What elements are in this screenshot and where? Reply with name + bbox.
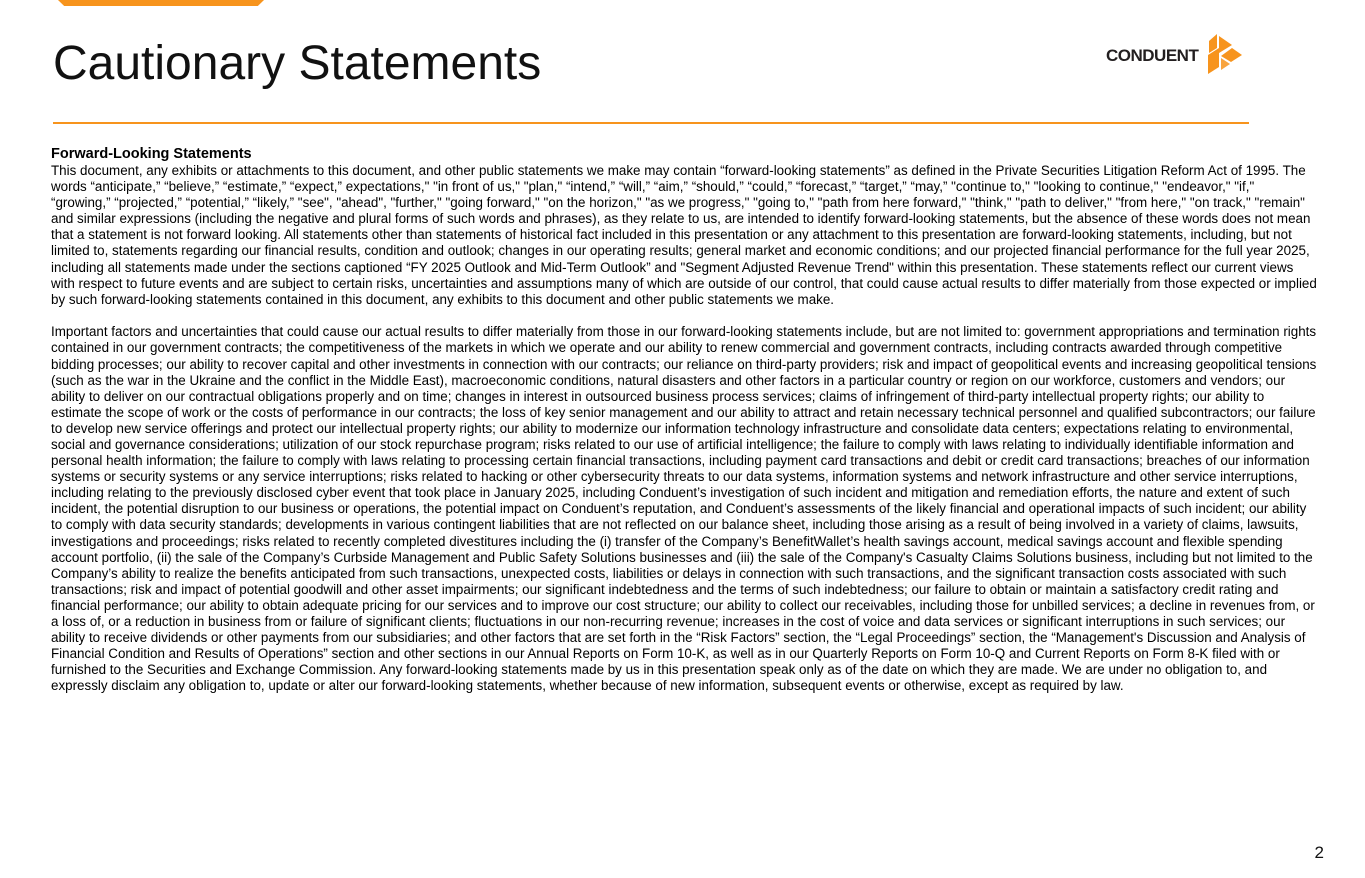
forward-looking-paragraph: This document, any exhibits or attachments to this document, and other public statements we make may contain “forward-looking statements” as defined in the Private Securities Litigation Reform Act of 1995. The words “anticipate,” “believe,” “estimate,” “expect,” expectations," "in front of us," "plan," “intend,” “will,” “aim,” “should,” “could,” “forecast,” “target,” “may,” "continue to," "looking to continue," "endeavor," "if," “growing,” “projected,” “potential,” “likely,” "see", "ahead", "further," "going forward," "on the horizon," "as we progress," "going to," "path from here forward," "think," "path to deliver," "from here," "on track," "remain" and similar expressions (including the negative and plural forms of such words and phrases), as they relate to us, are intended to identify forward-looking statements, but the absence of these words does not mean that a statement is not forward looking. All statements other than statements of historical fact included in this presentation or any attachment to this presentation are forward-looking statements, including, but not limited to, statements regarding our financial results, condition and outlook; changes in our operating results; general market and economic conditions; and our projected financial performance for the full year 2025, including all statements made under the sections captioned “FY 2025 Outlook and Mid-Term Outlook” and "Segment Adjusted Revenue Trend" within this presentation. These statements reflect our current views with respect to future events and are subject to certain risks, uncertainties and assumptions many of which are outside of our control, that could cause actual results to differ materially from those expected or implied by such forward-looking statements contained in this document, any exhibits to this document and other public statements we make. — [51, 163, 1317, 307]
section-heading: Forward-Looking Statements — [51, 146, 252, 162]
page-title: Cautionary Statements — [53, 37, 542, 90]
conduent-logo — [1106, 34, 1242, 74]
top-accent-bar — [58, 0, 264, 6]
logo-wordmark: CONDUENT — [1106, 46, 1199, 65]
page-number: 2 — [1314, 843, 1324, 862]
cautionary-statements-body — [51, 145, 1317, 695]
important-factors-paragraph: Important factors and uncertainties that could cause our actual results to differ materially from those in our forward-looking statements include, but are not limited to: government appropriations and termination rights contained in our government contracts; the competitiveness of the markets in which we operate and our ability to renew commercial and government contracts, including contracts awarded through competitive bidding processes; our ability to recover capital and other investments in connection with our contracts; our reliance on third-party providers; risk and impact of geopolitical events and increasing geopolitical tensions (such as the war in the Ukraine and the conflict in the Middle East), macroeconomic conditions, natural disasters and other factors in a particular country or region on our workforce, customers and vendors; our ability to deliver on our contractual obligations properly and on time; changes in interest in outsourced business process services; claims of infringement of third-party intellectual property rights; our ability to estimate the scope of work or the costs of performance in our contracts; the loss of key senior management and our ability to attract and retain necessary technical personnel and qualified subcontractors; our failure to develop new service offerings and protect our intellectual property rights; our ability to modernize our information technology infrastructure and consolidate data centers; expectations relating to environmental, social and governance considerations; utilization of our stock repurchase program; risks related to our use of artificial intelligence; the failure to comply with laws relating to individually identifiable information and personal health information; the failure to comply with laws relating to processing certain financial transactions, including payment card transactions and debit or credit card transactions; breaches of our information systems or security systems or any service interruptions; risks related to hacking or other cybersecurity threats to our data systems, information systems and network infrastructure and other service interruptions, including relating to the previously disclosed cyber event that took place in January 2025, including Conduent’s investigation of such incident and mitigation and remediation efforts, the nature and extent of such incident, the potential disruption to our business or operations, the potential impact on Conduent’s reputation, and Conduent’s assessments of the likely financial and operational impacts of such incident; our ability to comply with data security standards; developments in various contingent liabilities that are not reflected on our balance sheet, including those arising as a result of being involved in a variety of claims, lawsuits, investigations and proceedings; risks related to recently completed divestitures including the (i) transfer of the Company’s BenefitWallet’s health savings account, medical savings account and flexible spending account portfolio, (ii) the sale of the Company’s Curbside Management and Public Safety Solutions businesses and (iii) the sale of the Company's Casualty Claims Solutions business, including but not limited to the Company’s ability to realize the benefits anticipated from such transactions, unexpected costs, liabilities or delays in connection with such transactions, and the significant transaction costs associated with such transactions; risk and impact of potential goodwill and other asset impairments; our significant indebtedness and the terms of such indebtedness; our failure to obtain or maintain a satisfactory credit rating and financial performance; our ability to obtain adequate pricing for our services and to improve our cost structure; our ability to collect our receivables, including those for unbilled services; a decline in revenues from, or a loss of, or a reduction in business from or failure of significant clients; fluctuations in our non-recurring revenue; increases in the cost of voice and data services or significant interruptions in such services; our ability to receive dividends or other payments from our subsidiaries; and other factors that are set forth in the “Risk Factors” section, the “Legal Proceedings” section, the “Management's Discussion and Analysis of Financial Condition and Results of Operations” section and other sections in our Annual Reports on Form 10-K, as well as in our Quarterly Reports on Form 10-Q and Current Reports on Form 8-K filed with or furnished to the Securities and Exchange Commission. Any forward-looking statements made by us in this presentation speak only as of the date on which they are made. We are under no obligation to, and expressly disclaim any obligation to, update or alter our forward-looking statements, whether because of new information, subsequent events or otherwise, except as required by law. — [51, 324, 1317, 694]
conduent-logo-mark-icon — [1202, 34, 1242, 74]
title-divider — [53, 122, 1249, 124]
